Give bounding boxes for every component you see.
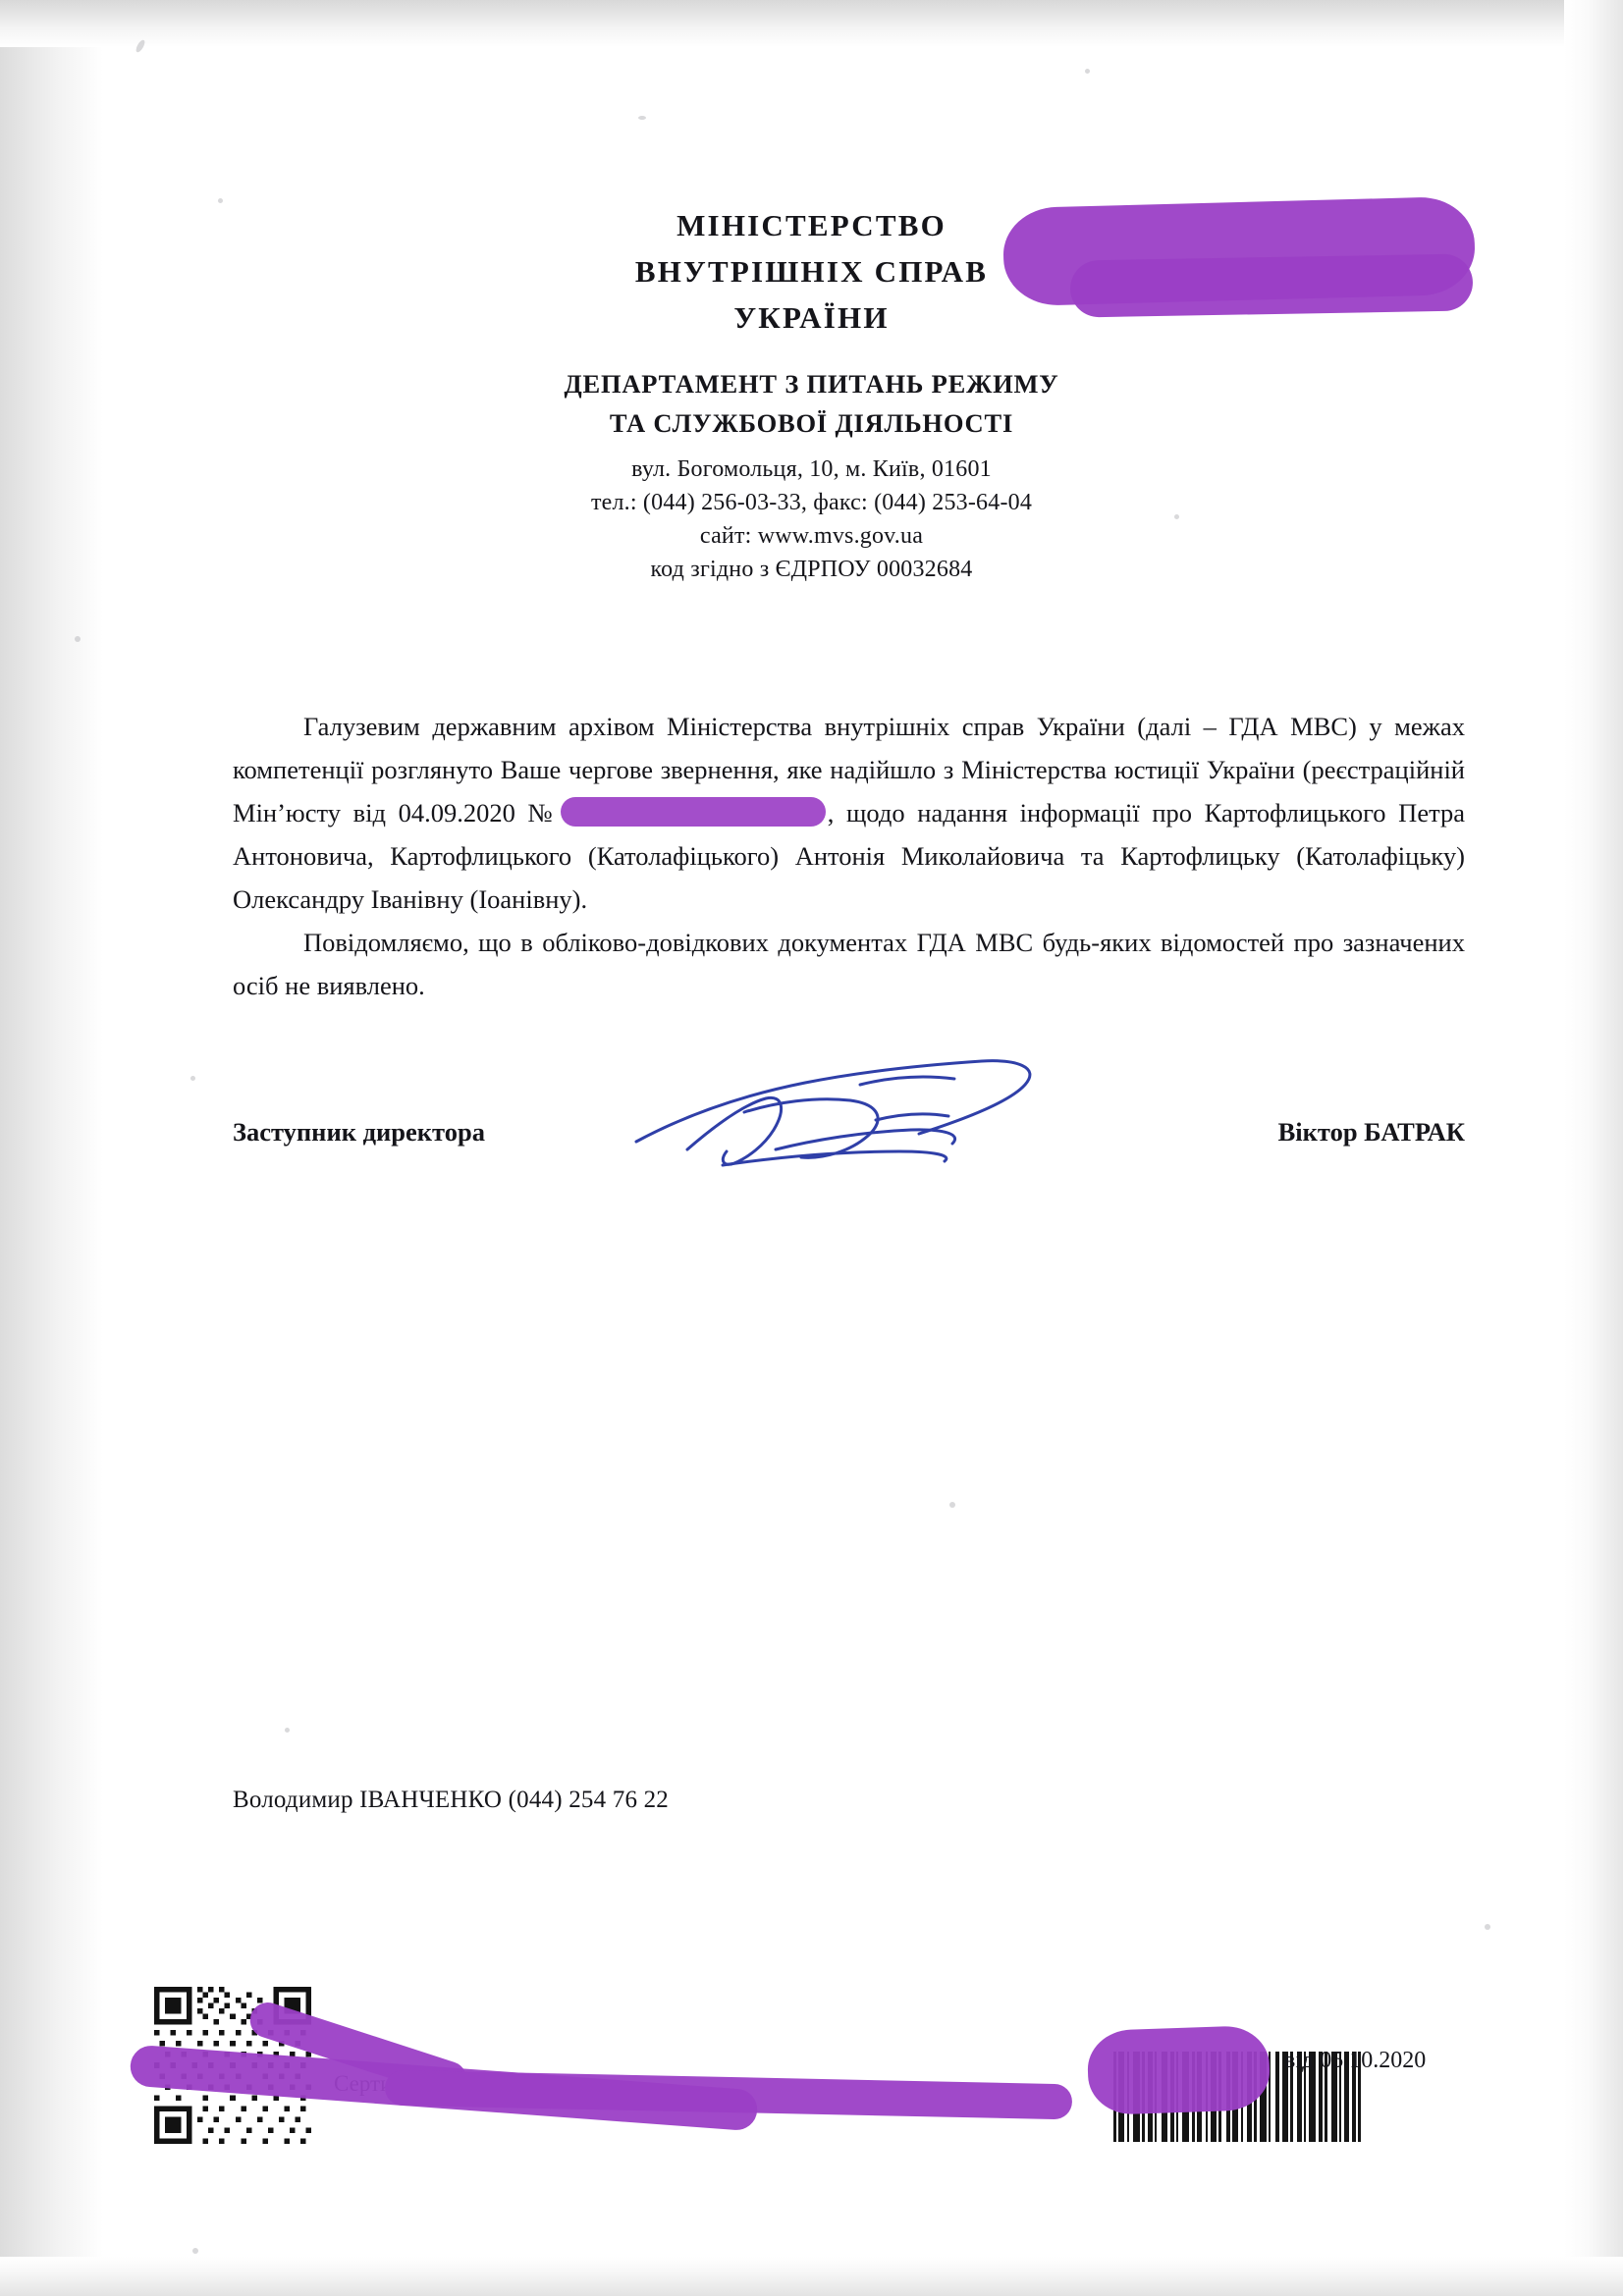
- scan-speck: [190, 1076, 195, 1081]
- body-paragraph-1: [233, 705, 1465, 921]
- department-line-1: ДЕПАРТАМЕНТ З ПИТАНЬ РЕЖИМУ: [564, 369, 1059, 399]
- signature-row: [233, 1117, 1465, 1148]
- scan-speck: [1085, 69, 1090, 74]
- website-line: сайт: www.mvs.gov.ua: [699, 523, 924, 549]
- scan-speck: [285, 1728, 290, 1733]
- address-line: вул. Богомольця, 10, м. Київ, 01601: [631, 456, 992, 482]
- body-paragraph-2: Повідомляємо, що в обліково-довідкових документах ГДА МВС будь-яких відомостей про зазначених осіб не виявлено.: [233, 928, 1465, 1000]
- edrpou-line: код згідно з ЄДРПОУ 00032684: [650, 557, 973, 582]
- redaction-mark-footer-blob: [1087, 2025, 1271, 2115]
- body-paragraph-1-part-2: , щодо надання інформації про Картофлицького Петра Антоновича, Картофлицького (Католафіцького) Антонія Миколайовича та Картофлицьку (Католафіцьку) Олександру Іванівну (Іоанівну).: [233, 798, 1465, 914]
- scan-speck: [75, 636, 81, 642]
- executor-contact: Володимир ІВАНЧЕНКО (044) 254 76 22: [233, 1787, 670, 1813]
- redaction-mark-registration-number: [561, 797, 826, 827]
- scan-edge-top: [0, 0, 1623, 47]
- department-name: [0, 364, 1623, 443]
- scan-speck: [1485, 1924, 1490, 1930]
- ministry-line-3: УКРАЇНИ: [733, 300, 890, 335]
- scan-speck: [638, 116, 646, 120]
- scan-speck: [949, 1502, 955, 1508]
- signatory-title: Заступник директора: [233, 1117, 485, 1147]
- ministry-line-1: МІНІСТЕРСТВО: [676, 208, 947, 242]
- certificate-date: від 05.10.2020: [1284, 2048, 1427, 2073]
- ministry-line-2: ВНУТРІШНІХ СПРАВ: [634, 254, 989, 289]
- letter-body: [233, 705, 1465, 1007]
- scan-speck: [192, 2248, 198, 2254]
- body-paragraph-1-part-1: Галузевим державним архівом Міністерства внутрішніх справ України (далі – ГДА МВС) у межах компетенції розглянуто Ваше чергове звернення, яке надійшло з Міністерства юстиції України (реєстраційній Мін’юсту від 04.09.2020 №: [233, 712, 1465, 828]
- phone-fax-line: тел.: (044) 256-03-33, факс: (044) 253-64-04: [590, 490, 1033, 515]
- contact-block: [0, 453, 1623, 586]
- redaction-mark-header-secondary: [1070, 253, 1474, 317]
- signatory-name: Віктор БАТРАК: [1277, 1117, 1465, 1147]
- department-line-2: ТА СЛУЖБОВОЇ ДІЯЛЬНОСТІ: [609, 408, 1014, 438]
- scan-edge-bottom: [0, 2257, 1623, 2296]
